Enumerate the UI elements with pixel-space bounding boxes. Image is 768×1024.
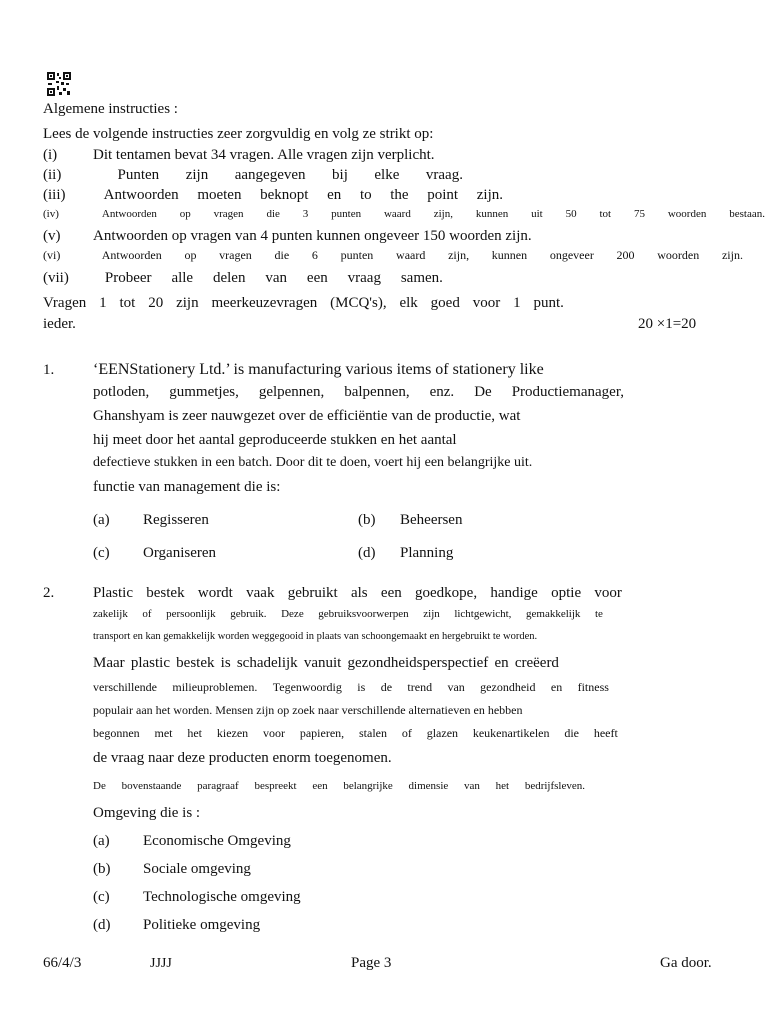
instruction-item: (vi) Antwoorden op vragen die 6 punten waard zijn, kunnen ongeveer 200 woorden zijn. [43, 248, 743, 262]
instruction-item: (vii) Probeer alle delen van een vraag samen. [43, 270, 443, 286]
mcq-note: Vragen 1 tot 20 zijn meerkeuzevragen (MCQ's), elk goed voor 1 punt. [43, 295, 564, 311]
q2-line: Omgeving die is : [93, 805, 201, 821]
question-number: 1. [43, 362, 55, 378]
instructions-heading: Algemene instructies : [43, 101, 178, 117]
q2-line: transport en kan gemakkelijk worden weggegooid in plaats van schoongemaakt en hergebruikt te worden. [93, 631, 538, 642]
paper-code: 66/4/3 [43, 955, 82, 971]
mcq-marks: 20 ×1=20 [638, 316, 697, 332]
option-item: (c) Organiseren [93, 545, 217, 561]
q2-line: begonnen met het kiezen voor papieren, stalen of glazen keukenartikelen die heeft [93, 726, 618, 740]
q2-line: populair aan het worden. Mensen zijn op zoek naar verschillende alternatieven en hebben [93, 703, 523, 717]
option-item: (b) Beheersen [358, 512, 463, 528]
continue-note: Ga door. [660, 955, 712, 971]
instructions-intro: Lees de volgende instructies zeer zorgvuldig en volg ze strikt op: [43, 126, 434, 142]
instruction-item: (i) Dit tentamen bevat 34 vragen. Alle vragen zijn verplicht. [43, 147, 435, 163]
instruction-item: (v) Antwoorden op vragen van 4 punten kunnen ongeveer 150 woorden zijn. [43, 228, 532, 244]
q1-line: Ghanshyam is zeer nauwgezet over de efficiëntie van de productie, wat [93, 408, 521, 424]
q1-line: defectieve stukken in een batch. Door dit te doen, voert hij een belangrijke uit. [93, 455, 533, 470]
instruction-item: (iii) Antwoorden moeten beknopt en to the point zijn. [43, 187, 503, 203]
q1-line: functie van management die is: [93, 479, 281, 495]
q2-line: Maar plastic bestek is schadelijk vanuit gezondheidsperspectief en creëerd [93, 655, 559, 671]
option-item: (c) Technologische omgeving [93, 889, 301, 905]
option-item: (d) Politieke omgeving [93, 917, 261, 933]
q2-line: verschillende milieuproblemen. Tegenwoordig is de trend van gezondheid en fitness [93, 680, 609, 694]
page-number: Page 3 [351, 955, 392, 971]
q2-line: zakelijk of persoonlijk gebruik. Deze gebruiksvoorwerpen zijn lichtgewicht, gemakkelijk te [93, 608, 603, 620]
option-item: (b) Sociale omgeving [93, 861, 251, 877]
series-code: JJJJ [150, 956, 172, 971]
q1-line: potloden, gummetjes, gelpennen, balpennen, enz. De Productiemanager, [93, 384, 624, 400]
option-item: (d) Planning [358, 545, 454, 561]
q1-line: ‘EENStationery Ltd.’ is manufacturing various items of stationery like [93, 361, 544, 378]
mcq-note-cont: ieder. [43, 316, 76, 332]
instruction-item: (ii) Punten zijn aangegeven bij elke vraag. [43, 167, 463, 183]
q2-line: De bovenstaande paragraaf bespreekt een belangrijke dimensie van het bedrijfsleven. [93, 780, 585, 792]
instruction-item: (iv) Antwoorden op vragen die 3 punten waard zijn, kunnen uit 50 tot 75 woorden bestaan. [43, 208, 765, 220]
q1-line: hij meet door het aantal geproduceerde stukken en het aantal [93, 432, 457, 448]
option-item: (a) Regisseren [93, 512, 209, 528]
option-item: (a) Economische Omgeving [93, 833, 291, 849]
q2-line: de vraag naar deze producten enorm toegenomen. [93, 750, 392, 766]
question-number: 2. [43, 585, 55, 601]
qr-code [47, 72, 71, 96]
q2-line: Plastic bestek wordt vaak gebruikt als een goedkope, handige optie voor [93, 585, 622, 601]
